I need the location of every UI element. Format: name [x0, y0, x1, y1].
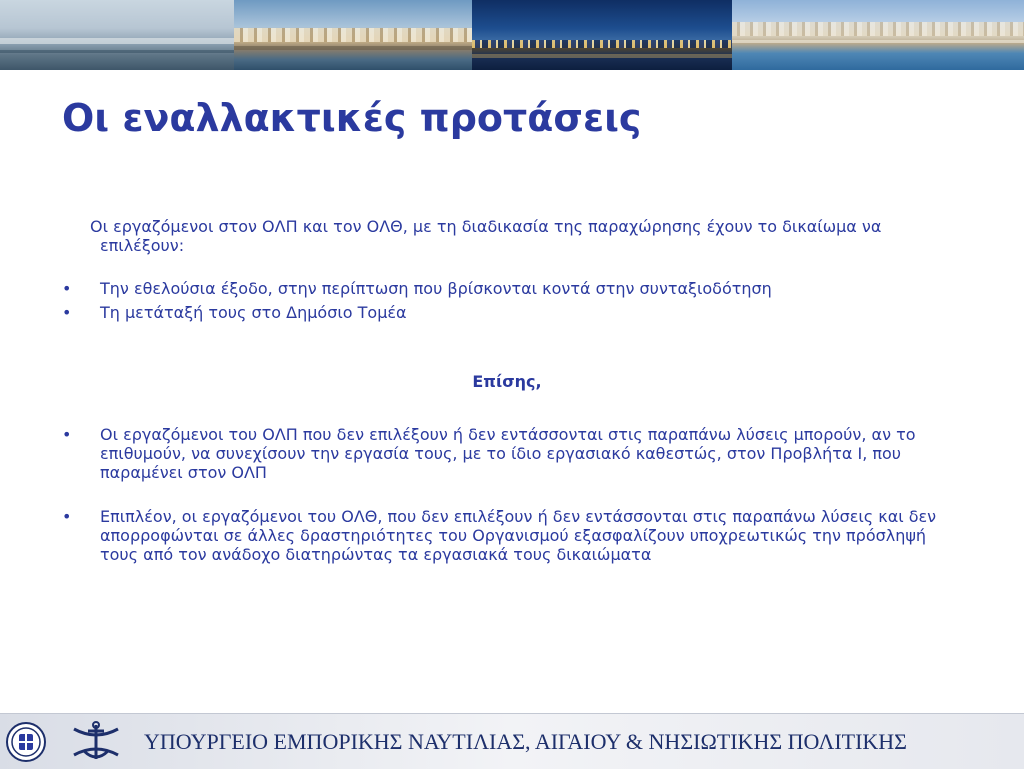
list-item-text: Την εθελούσια έξοδο, στην περίπτωση που βρίσκονται κοντά στην συνταξιοδότηση	[100, 279, 772, 298]
bullet: •	[62, 279, 72, 298]
bullet: •	[62, 507, 72, 526]
slide-content	[62, 217, 952, 589]
bullet: •	[62, 425, 72, 444]
list-item-text: Τη μετάταξή τους στο Δημόσιο Τομέα	[100, 303, 407, 322]
list-item	[62, 425, 952, 482]
anchor-logo-icon	[68, 719, 124, 765]
also-heading: Επίσης,	[472, 372, 542, 391]
waterfront-photo	[234, 0, 472, 70]
page-title: Οι εναλλακτικές προτάσεις	[62, 96, 642, 140]
list-item	[62, 279, 952, 298]
bullet: •	[62, 303, 72, 322]
harbor-photo	[0, 0, 234, 70]
options-list	[62, 279, 952, 322]
greek-emblem-icon	[6, 722, 46, 762]
list-item-text: Επιπλέον, οι εργαζόμενοι του ΟΛΘ, που δεν επιλέξουν ή δεν εντάσσονται στις παραπάνω λύσεις και δεν απορροφώνται σε άλλες δραστηριότητες του Οργανισμού εξασφαλίζουν υποχρεωτικώς την πρόσληψή τους από τον ανάδοχο διατηρώντας τα εργασιακά τους δικαιώματα	[100, 507, 937, 564]
additional-list	[62, 425, 952, 564]
night-city-photo	[472, 0, 732, 70]
photo-banner	[0, 0, 1024, 70]
intro-paragraph: Οι εργαζόμενοι στον ΟΛΠ και τον ΟΛΘ, με τη διαδικασία της παραχώρησης έχουν το δικαίωμα να επιλέξουν:	[90, 217, 882, 255]
list-item-text: Οι εργαζόμενοι του ΟΛΠ που δεν επιλέξουν ή δεν εντάσσονται στις παραπάνω λύσεις μπορούν, αν το επιθυμούν, να συνεχίσουν την εργασία τους, με το ίδιο εργασιακό καθεστώς, στον Προβλήτα Ι, που παραμένει στον ΟΛΠ	[100, 425, 916, 482]
list-item	[62, 507, 952, 564]
coastline-photo	[732, 0, 1024, 70]
ministry-name: ΥΠΟΥΡΓΕΙΟ ΕΜΠΟΡΙΚΗΣ ΝΑΥΤΙΛΙΑΣ, ΑΙΓΑΙΟΥ & ΝΗΣΙΩΤΙΚΗΣ ΠΟΛΙΤΙΚΗΣ	[144, 729, 907, 754]
footer-bar	[0, 713, 1024, 769]
list-item	[62, 303, 952, 322]
